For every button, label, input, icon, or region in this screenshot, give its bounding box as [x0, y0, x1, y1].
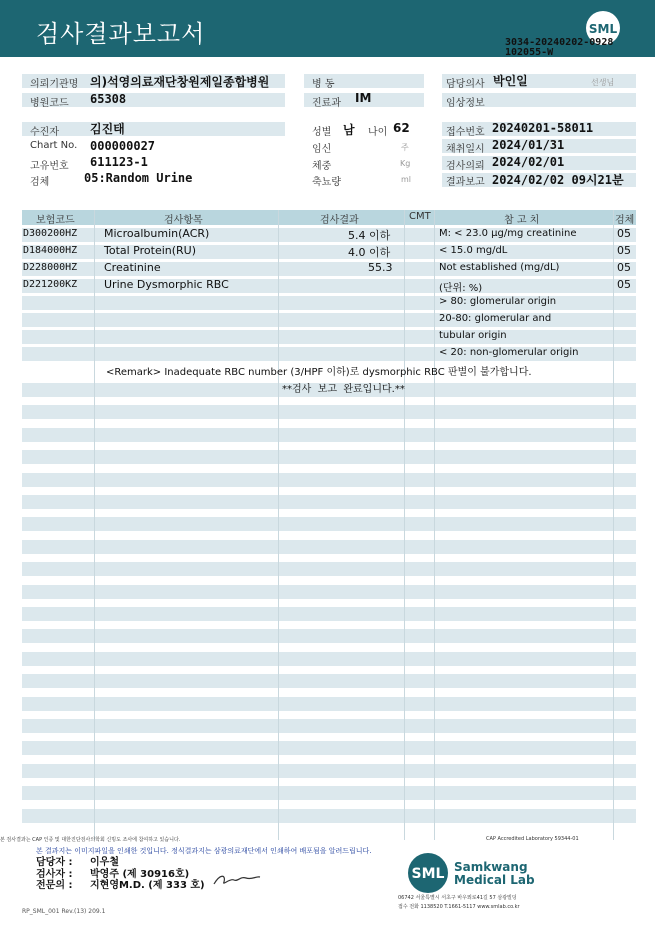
footer-notice-small: 본 검사결과는 CAP 인증 및 대한진단검사의학회 신빙도 조사에 참여하고 있습니다.: [0, 837, 181, 843]
sml-logo-text: SML: [588, 22, 618, 36]
row-code: D300200HZ: [23, 228, 78, 239]
th-code: 보험코드: [36, 215, 75, 226]
report-title: 검사결과보고서: [36, 20, 206, 48]
report-id: 3034-20240202-0928 102055-W: [505, 37, 614, 58]
table-row-stripe: [22, 607, 636, 621]
sex-value: 남: [343, 123, 355, 137]
ward-label: 병 동: [312, 79, 335, 90]
specimen-label: 검체: [30, 177, 50, 188]
doctor-value: 박인일: [493, 74, 528, 88]
urine-unit: ml: [401, 175, 412, 184]
form-code: RP_SML_001 Rev.(13) 209.1: [22, 908, 106, 915]
row-ref: Not established (mg/dL): [439, 262, 560, 273]
patient-value: 김진태: [90, 122, 125, 136]
reported-label: 결과보고: [446, 177, 485, 188]
company-logo-text: SML: [411, 866, 445, 882]
clinical-label: 임상정보: [446, 98, 485, 109]
company-contact: 접수 전화 1138520 T.1661-5117 www.smlab.co.kr: [398, 904, 520, 910]
info-bar: [22, 122, 285, 136]
collected-label: 채취일시: [446, 144, 485, 155]
accession-label: 접수번호: [446, 127, 485, 138]
row-item: Total Protein(RU): [104, 244, 197, 257]
row-specimen: 05: [617, 261, 631, 274]
reported-value: 2024/02/02 09시21분: [492, 173, 624, 187]
table-row-stripe: [22, 697, 636, 711]
table-row-stripe: [22, 786, 636, 800]
row-specimen: 05: [617, 244, 631, 257]
requested-label: 검사의뢰: [446, 161, 485, 172]
row-code: D221200KZ: [23, 279, 78, 290]
specialist-value: 지현영M.D. (제 333 호): [90, 880, 205, 891]
age-value: 62: [393, 121, 410, 135]
report-complete: **검사 보고 완료입니다.**: [282, 384, 405, 395]
examiner-label: 검사자 :: [36, 869, 73, 880]
th-specimen: 검체: [615, 215, 635, 226]
accession-value: 20240201-58011: [492, 121, 594, 135]
table-row-stripe: [22, 450, 636, 464]
id-label: 고유번호: [30, 161, 69, 172]
specialist-label: 전문의 :: [36, 880, 73, 891]
weight-label: 체중: [312, 161, 332, 172]
chart-value: 000000027: [90, 139, 156, 153]
row-ref: M: < 23.0 µg/mg creatinine: [439, 228, 577, 239]
table-row-stripe: [22, 562, 636, 576]
th-item: 검사항목: [164, 215, 203, 226]
ref-extra: < 20: non-glomerular origin: [439, 347, 579, 358]
column-divider: [613, 210, 614, 840]
row-result: 4.0 이하: [348, 246, 391, 259]
code-label: 병원코드: [30, 98, 69, 109]
row-item: Urine Dysmorphic RBC: [104, 278, 229, 291]
hospital-value: 의)석영의료재단창원제일종합병원: [90, 75, 270, 89]
table-row-stripe: [22, 517, 636, 531]
ref-extra: 20-80: glomerular and: [439, 313, 552, 324]
column-divider: [434, 210, 435, 840]
age-label: 나이: [368, 127, 388, 138]
table-row-stripe: [22, 405, 636, 419]
weight-unit: Kg: [400, 159, 411, 168]
table-row-stripe: [22, 809, 636, 823]
column-divider: [94, 210, 95, 840]
row-result: 5.4 이하: [348, 229, 391, 242]
table-row-stripe: [22, 540, 636, 554]
table-row-stripe: [22, 629, 636, 643]
manager-value: 이우철: [90, 857, 119, 868]
pregnancy-label: 임신: [312, 144, 332, 155]
ref-extra: tubular origin: [439, 330, 507, 341]
chart-label: Chart No.: [30, 140, 78, 151]
table-row-stripe: [22, 719, 636, 733]
table-row-stripe: [22, 428, 636, 442]
row-ref: < 15.0 mg/dL: [439, 245, 508, 256]
column-divider: [404, 210, 405, 840]
dept-label: 진료과: [312, 98, 341, 109]
collected-value: 2024/01/31: [492, 138, 565, 152]
table-row-stripe: [22, 495, 636, 509]
row-ref: (단위: %): [439, 283, 483, 294]
row-item: Microalbumin(ACR): [104, 227, 210, 240]
row-result: 55.3: [368, 261, 393, 274]
id-value: 611123-1: [90, 155, 148, 169]
table-row-stripe: [22, 585, 636, 599]
patient-label: 수진자: [30, 127, 59, 138]
row-code: D228000HZ: [23, 262, 78, 273]
specimen-value: 05:Random Urine: [84, 171, 193, 185]
table-row-stripe: [22, 674, 636, 688]
examiner-value: 박영주 (제 30916호): [90, 869, 190, 880]
doctor-label: 담당의사: [446, 79, 485, 90]
code-value: 65308: [90, 92, 127, 106]
row-specimen: 05: [617, 278, 631, 291]
column-divider: [278, 210, 279, 840]
table-row-stripe: [22, 652, 636, 666]
remark-text: <Remark> Inadequate RBC number (3/HPF 이하)로 dysmorphic RBC 판별이 불가합니다.: [106, 367, 532, 378]
row-code: D184000HZ: [23, 245, 78, 256]
ref-extra: > 80: glomerular origin: [439, 296, 557, 307]
pregnancy-unit: 주: [401, 143, 409, 152]
th-result: 검사결과: [320, 215, 359, 226]
cap-text: CAP Accredited Laboratory 59344-01: [486, 836, 579, 842]
dept-value: IM: [355, 91, 372, 105]
sex-label: 성별: [312, 127, 332, 138]
company-name: Samkwang Medical Lab: [454, 860, 535, 887]
th-cmt: CMT: [409, 211, 431, 222]
hospital-label: 의뢰기관명: [30, 79, 79, 90]
th-ref: 참 고 치: [504, 215, 540, 226]
table-row-stripe: [22, 330, 636, 344]
table-row-stripe: [22, 473, 636, 487]
table-row-stripe: [22, 764, 636, 778]
company-address: 06742 서울특별시 서초구 바우뫼로41길 57 삼광빌딩: [398, 895, 517, 901]
manager-label: 담당자 :: [36, 857, 73, 868]
row-item: Creatinine: [104, 261, 161, 274]
signature-icon: [212, 870, 262, 888]
table-row-stripe: [22, 741, 636, 755]
doctor-suffix: 선생님: [591, 78, 615, 87]
footer-notice: 본 결과지는 이미지파일을 인쇄한 것입니다. 정식결과지는 삼광의료재단에서 인쇄하여 배포됨을 알려드립니다.: [36, 847, 372, 855]
requested-value: 2024/02/01: [492, 155, 565, 169]
row-specimen: 05: [617, 227, 631, 240]
urine-label: 축뇨량: [312, 177, 341, 188]
